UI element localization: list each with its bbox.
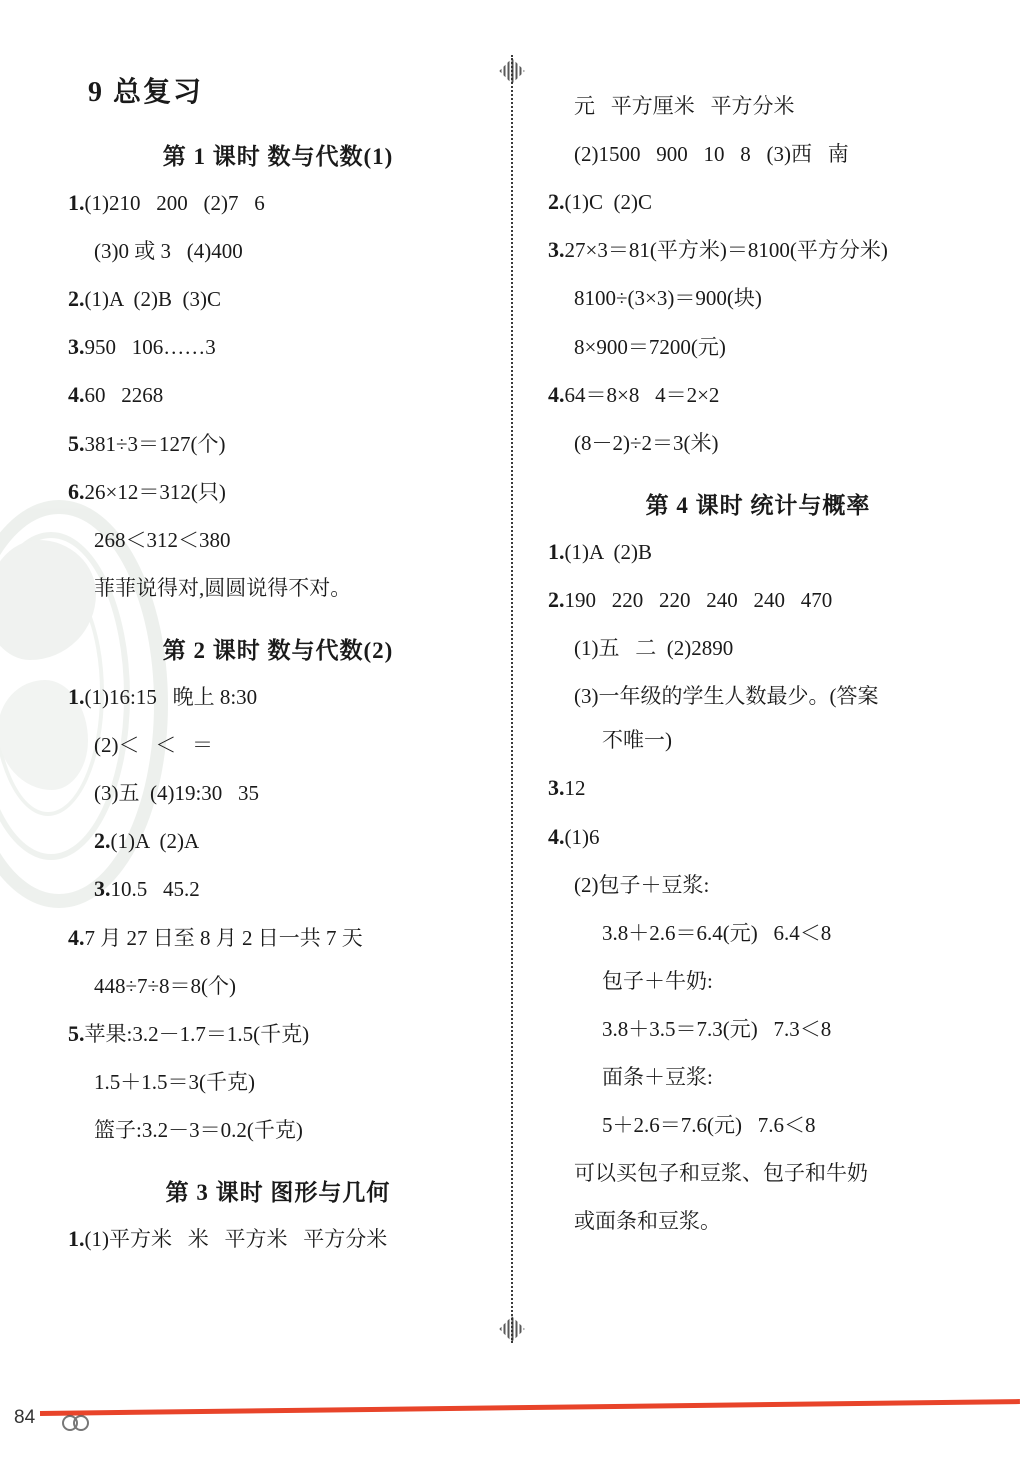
- answer-number: 4.: [68, 382, 85, 408]
- answer-number: 2.: [548, 586, 565, 612]
- answer-number: 4.: [68, 924, 85, 950]
- answer-line: [68, 235, 488, 267]
- answer-number: 4.: [548, 381, 565, 407]
- answer-line: [68, 476, 488, 508]
- answer-line: [548, 379, 968, 411]
- answer-line: [548, 90, 968, 122]
- answer-number: 4.: [548, 823, 565, 849]
- answer-number: 1.: [68, 190, 85, 215]
- answer-text: 或面条和豆浆。: [574, 1209, 721, 1234]
- answer-text: (8－2)÷2＝3(米): [574, 430, 719, 455]
- answer-text: 不唯一): [602, 728, 672, 753]
- answer-text: (1)A (2)B (3)C: [84, 287, 221, 312]
- answer-text: 64＝8×8 4＝2×2: [564, 382, 720, 407]
- answer-text: 60 2268: [84, 383, 164, 408]
- answer-line: [68, 572, 488, 604]
- answer-text: (3)一年级的学生人数最少。(答案: [574, 684, 879, 709]
- answer-line: [548, 282, 968, 314]
- answer-line: [548, 138, 968, 170]
- answer-line: [548, 965, 968, 997]
- page-title: 9 总复习: [88, 77, 204, 108]
- lesson-heading-4: 第 4 课时 统计与概率: [645, 492, 871, 518]
- answer-text: (2)＜ ＜ ＝: [94, 733, 213, 758]
- answer-line: [548, 186, 968, 218]
- page-number: 84: [14, 1407, 36, 1428]
- right-column: [548, 62, 968, 1254]
- answer-text: (1)A (2)B: [564, 539, 652, 564]
- answer-line: [548, 427, 968, 459]
- answer-number: 1.: [548, 538, 565, 564]
- answer-number: 5.: [68, 1020, 85, 1046]
- answer-text: (1)C (2)C: [564, 190, 652, 215]
- lesson-heading-1: 第 1 课时 数与代数(1): [162, 144, 394, 169]
- answer-number: 5.: [68, 430, 85, 456]
- divider-ornament-top: [499, 58, 524, 83]
- answer-line: [68, 1223, 488, 1255]
- answer-line: [68, 187, 488, 219]
- answer-text: (1)A (2)A: [110, 829, 200, 854]
- answer-text: 篮子:3.2－3＝0.2(千克): [94, 1117, 303, 1142]
- answer-line: [68, 970, 488, 1002]
- answer-line: [548, 1157, 968, 1189]
- lesson-heading-2: 第 2 课时 数与代数(2): [162, 637, 394, 663]
- answer-text: 5＋2.6＝7.6(元) 7.6＜8: [602, 1113, 816, 1138]
- answer-text: 3.8＋3.5＝7.3(元) 7.3＜8: [602, 1016, 832, 1041]
- answer-line: [68, 1114, 488, 1146]
- answer-text: 1.5＋1.5＝3(千克): [94, 1069, 255, 1094]
- answer-text: (3)五 (4)19:30 35: [94, 781, 260, 806]
- footer-emblem-icon: [62, 1409, 92, 1435]
- answer-number: 1.: [68, 1226, 85, 1252]
- answer-line: [68, 428, 488, 460]
- answer-line: [548, 234, 968, 266]
- answer-number: 2.: [548, 189, 565, 215]
- answer-line: [68, 379, 488, 411]
- answer-number: 2.: [94, 828, 111, 854]
- answer-line: [68, 283, 488, 315]
- answer-line: [68, 524, 488, 556]
- column-divider: [511, 55, 515, 1343]
- answer-text: 菲菲说得对,圆圆说得不对。: [94, 575, 352, 600]
- answer-number: 3.: [548, 775, 565, 801]
- answer-text: 3.8＋2.6＝6.4(元) 6.4＜8: [602, 920, 832, 945]
- answer-text: (2)包子＋豆浆:: [574, 872, 710, 897]
- answer-text: 190 220 220 240 240 470: [564, 587, 833, 612]
- answer-line: [548, 632, 968, 664]
- answer-line: [68, 922, 488, 954]
- answer-text: 381÷3＝127(个): [84, 431, 226, 456]
- answer-line: [548, 1109, 968, 1141]
- lesson-heading-3: 第 3 课时 图形与几何: [165, 1180, 391, 1206]
- answer-text: (1)五 二 (2)2890: [574, 636, 734, 661]
- answer-line: [548, 724, 968, 756]
- answer-text: 可以买包子和豆浆、包子和牛奶: [574, 1161, 868, 1186]
- answer-line: [68, 1066, 488, 1098]
- answer-text: 27×3＝81(平方米)＝8100(平方分米): [564, 238, 888, 263]
- answer-line: [68, 873, 488, 905]
- answer-line: [68, 681, 488, 713]
- answer-text: 12: [564, 776, 586, 801]
- answer-number: 6.: [68, 478, 85, 504]
- answer-text: 包子＋牛奶:: [602, 968, 713, 993]
- answer-line: [68, 331, 488, 363]
- answer-text: 950 106……3: [84, 335, 216, 360]
- answer-text: 苹果:3.2－1.7＝1.5(千克): [84, 1021, 310, 1046]
- left-column: [68, 62, 488, 1271]
- answer-line: [548, 772, 968, 804]
- answer-line: [548, 917, 968, 949]
- divider-ornament-bottom: [499, 1316, 524, 1341]
- answer-line: [548, 680, 968, 712]
- answer-text: 8100÷(3×3)＝900(块): [574, 286, 762, 311]
- answer-number: 2.: [68, 286, 85, 312]
- answer-line: [548, 821, 968, 853]
- answer-line: [548, 1061, 968, 1093]
- answer-text: 26×12＝312(只): [84, 479, 226, 504]
- answer-text: 268＜312＜380: [94, 527, 231, 552]
- answer-text: (3)0 或 3 (4)400: [94, 239, 243, 264]
- answer-text: 面条＋豆浆:: [602, 1065, 713, 1090]
- answer-number: 3.: [68, 334, 85, 360]
- answer-text: (1)210 200 (2)7 6: [84, 191, 265, 215]
- answer-text: 8×900＝7200(元): [574, 334, 726, 359]
- answer-text: 10.5 45.2: [110, 877, 200, 902]
- answer-text: (1)平方米 米 平方米 平方分米: [84, 1227, 388, 1252]
- footer-rule: [0, 1397, 1020, 1437]
- answer-number: 3.: [94, 876, 111, 902]
- answer-text: (1)6: [564, 824, 600, 849]
- answer-line: [548, 584, 968, 616]
- answer-line: [68, 1018, 488, 1050]
- answer-text: (1)16:15 晚上 8:30: [84, 684, 258, 709]
- answer-line: [548, 331, 968, 363]
- answer-line: [548, 869, 968, 901]
- answer-text: (2)1500 900 10 8 (3)西 南: [574, 142, 849, 167]
- answer-line: [68, 777, 488, 809]
- answer-line: [548, 536, 968, 568]
- answer-line: [68, 729, 488, 761]
- answer-text: 7 月 27 日至 8 月 2 日一共 7 天: [84, 925, 363, 950]
- answer-number: 3.: [548, 237, 565, 263]
- answer-text: 元 平方厘米 平方分米: [574, 94, 795, 118]
- answer-text: 448÷7÷8＝8(个): [94, 973, 237, 998]
- answer-line: [548, 1013, 968, 1045]
- answer-number: 1.: [68, 683, 85, 709]
- answer-line: [68, 825, 488, 857]
- answer-line: [548, 1205, 968, 1237]
